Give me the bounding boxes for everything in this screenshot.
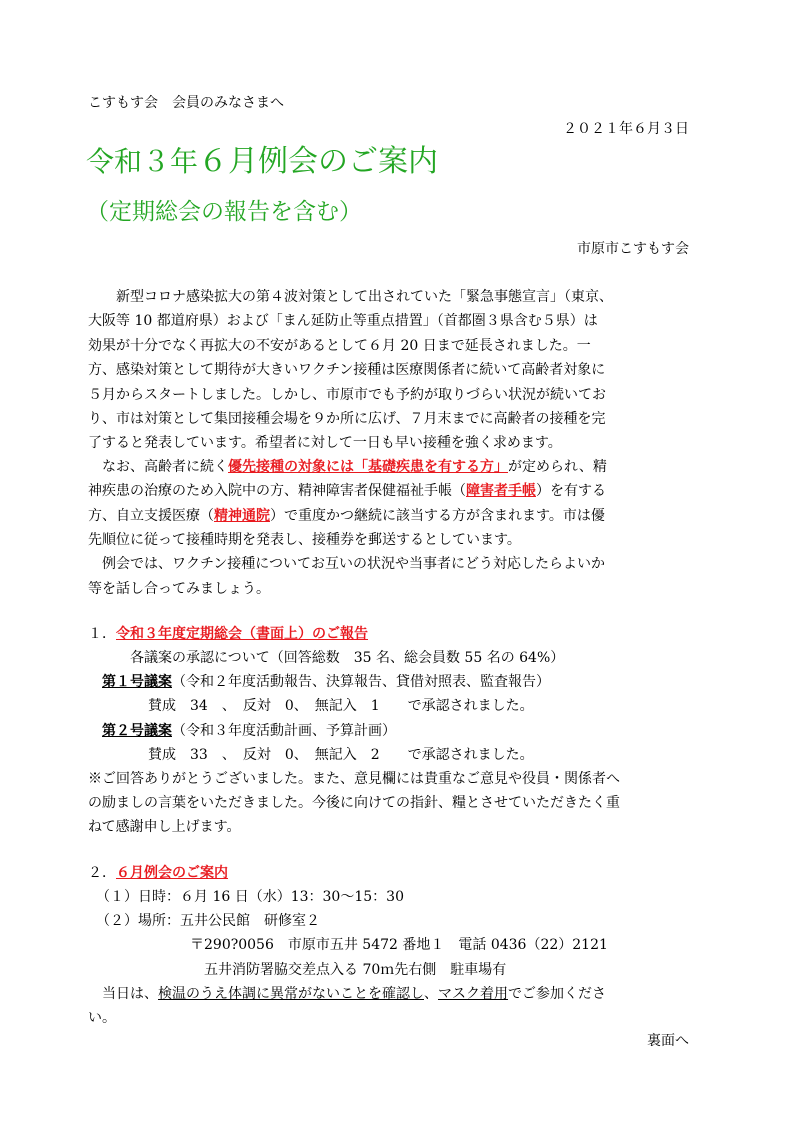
body-line [102, 456, 607, 478]
section-title: 令和３年度定期総会（書面上）のご報告 [116, 626, 368, 642]
item2 [102, 720, 396, 742]
text: 神疾患の治療のため入院中の方、精神障害者保健福祉手帳（ [88, 483, 466, 499]
date: ２０２１年６月３日 [563, 121, 689, 137]
organization: 市原市こすもす会 [577, 241, 689, 257]
meeting-place: （２）場所：五井公民館 研修室２ [96, 913, 320, 929]
body-line: ５月からスタートしました。しかし、市原市でも予約が取りづらい状況が続いてお [88, 387, 606, 403]
item-desc: （令和３年度活動計画、予算計画） [172, 723, 396, 739]
note-line: の励ましの言葉をいただきました。今後に向けての指針、糧とさせていただきたく重 [88, 795, 620, 811]
text: なお、高齢者に続く [102, 459, 228, 475]
body-line: 方、感染対策として期待が大きいワクチン接種は医療関係者に続いて高齢者対象に [88, 362, 606, 378]
highlight-text: 精神通院 [214, 508, 270, 524]
body-line: 効果が十分でなく再拡大の不安があるとして６月 20 日まで延長されました。一 [88, 338, 591, 354]
meeting-directions: 五井消防署脇交差点入る 70ｍ先右側 駐車場有 [204, 962, 507, 978]
item1 [102, 671, 550, 693]
approval-summary: 各議案の承認について（回答総数 35 名、総会員数 55 名の 64%） [130, 650, 565, 666]
text: ）を有する [536, 483, 606, 499]
note-line: ねて感謝申し上げます。 [88, 819, 241, 835]
page-title [86, 144, 438, 180]
notice-line: い。 [88, 1010, 116, 1026]
notice-line [102, 983, 606, 1005]
section-number: ２． [88, 865, 116, 881]
text: ）で重度かつ継続に該当する方が含まれます。市は優 [270, 508, 605, 524]
underlined-text: 検温のうえ体調に異常がないことを確認し [158, 986, 424, 1002]
section1-heading [88, 623, 368, 645]
highlight-text: 障害者手帳 [466, 483, 536, 499]
text: が定められ、精 [508, 459, 607, 475]
page-footer: 裏面へ [647, 1033, 689, 1049]
note-line: ※ご回答ありがとうございました。また、意見欄には貴重なご意見や役員・関係者へ [88, 771, 620, 787]
page-subtitle: （定期総会の報告を含む） [86, 199, 362, 225]
body-line: 大阪等 10 都道府県）および「まん延防止等重点措置」（首都圏３県含む５県）は [88, 313, 598, 329]
item1-result: 賛成 34 、 反対 0、 無記入 1 で承認されました。 [148, 698, 534, 714]
body-line: 等を話し合ってみましょう。 [88, 581, 270, 597]
title-prefix: 令和３年 [86, 145, 199, 178]
body-line: 了すると発表しています。希望者に対して一日も早い接種を強く求めます。 [88, 435, 562, 451]
body-line [88, 505, 605, 527]
title-main: ６月例会のご案内 [198, 144, 439, 179]
item2-result: 賛成 33 、 反対 0、 無記入 2 で承認されました。 [148, 747, 534, 763]
highlight-text: 優先接種の対象には「基礎疾患を有する方」 [228, 459, 508, 475]
item-desc: （令和２年度活動報告、決算報告、貸借対照表、監査報告） [172, 674, 550, 690]
section2-heading [88, 862, 228, 884]
text: でご参加くださ [508, 986, 606, 1002]
body-line: 新型コロナ感染拡大の第４波対策として出されていた「緊急事態宣言」（東京、 [116, 289, 613, 305]
body-line: 例会では、ワクチン接種についてお互いの状況や当事者にどう対応したらよいか [102, 556, 606, 572]
body-line: 先順位に従って接種時期を発表し、接種券を郵送するとしています。 [88, 532, 521, 548]
body-line [88, 480, 606, 502]
meeting-address: 〒290?0056 市原市五井 5472 番地１ 電話 0436（22）2121 [190, 937, 608, 953]
section-title: ６月例会のご案内 [116, 865, 228, 881]
text: 方、自立支援医療（ [88, 508, 214, 524]
greeting: こすもす会 会員のみなさまへ [88, 95, 284, 111]
item-label: 第２号議案 [102, 723, 172, 739]
underlined-text: マスク着用 [438, 986, 508, 1002]
section-number: １． [88, 626, 116, 642]
text: 、 [424, 986, 438, 1002]
item-label: 第１号議案 [102, 674, 172, 690]
body-line: り、市は対策として集団接種会場を９か所に広げ、７月末までに高齢者の接種を完 [88, 411, 606, 427]
meeting-datetime: （１）日時：６月 16 日（水）13：30～15：30 [96, 889, 404, 905]
text: 当日は、 [102, 986, 158, 1002]
